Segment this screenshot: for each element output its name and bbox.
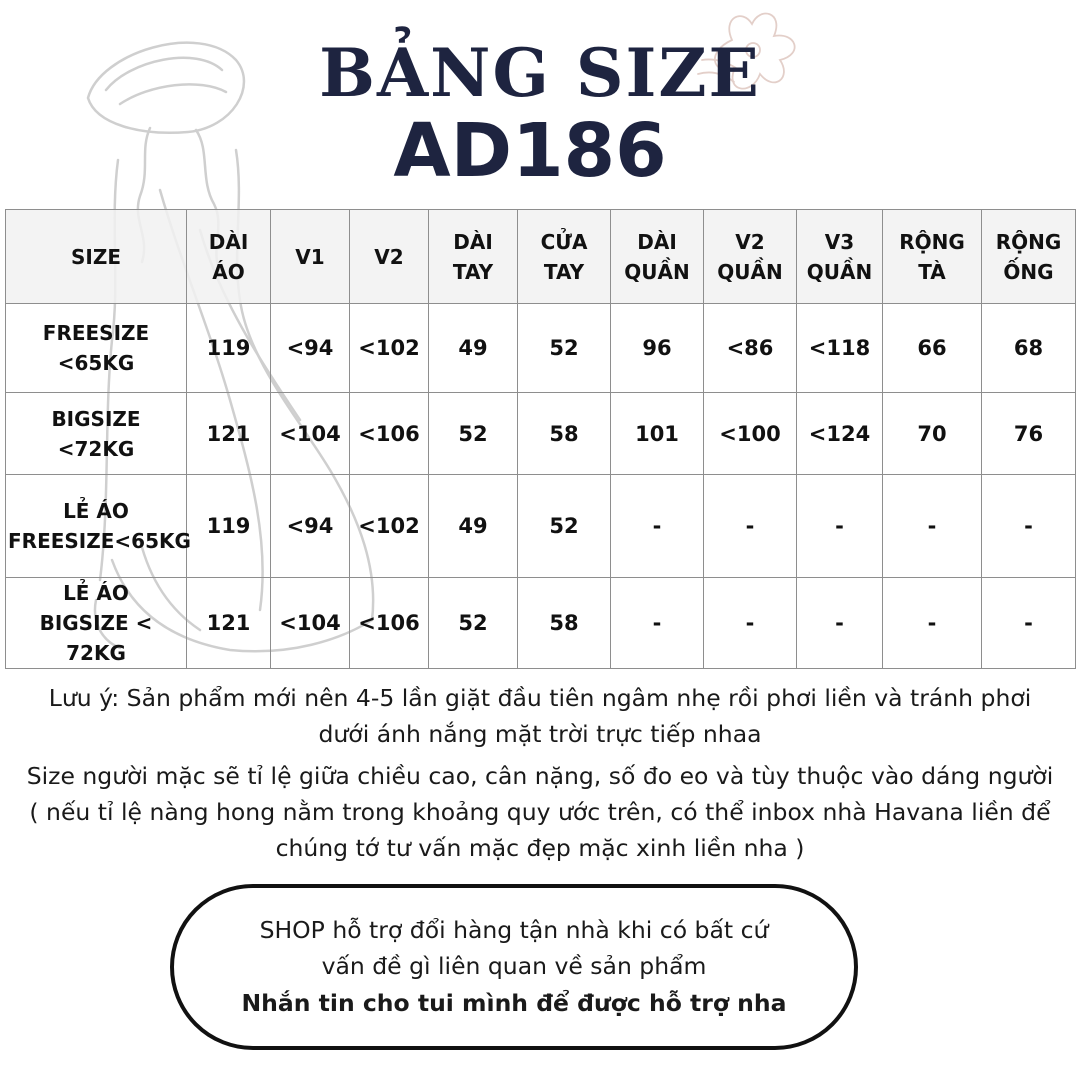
table-cell: <94 [271,304,350,393]
table-cell: 49 [429,304,518,393]
table-cell: 66 [883,304,982,393]
table-cell: 101 [611,393,704,475]
table-cell: - [611,475,704,578]
table-cell: 96 [611,304,704,393]
row-label: LẺ ÁO FREESIZE<65KG [6,475,187,578]
table-cell: 58 [518,393,611,475]
table-cell: - [611,578,704,669]
table-cell: <100 [704,393,797,475]
table-cell: <118 [797,304,883,393]
support-cta: Nhắn tin cho tui mình để được hỗ trợ nha [241,989,787,1017]
row-label: BIGSIZE <72KG [6,393,187,475]
table-cell: - [704,475,797,578]
size-advice-note: Size người mặc sẽ tỉ lệ giữa chiều cao, cân nặng, số đo eo và tùy thuộc vào dáng người ( nếu tỉ lệ nàng hong nằm trong khoảng quy ước trên, có thể inbox nhà Havana liền để chúng tớ tư vấn mặc đẹp mặc xinh liền nha ) [26,762,1054,862]
table-cell: <102 [350,304,429,393]
table-cell: - [883,578,982,669]
table-cell: 119 [187,304,271,393]
column-header: SIZE [6,210,187,304]
table-cell: <104 [271,578,350,669]
table-cell: 121 [187,393,271,475]
support-line: SHOP hỗ trợ đổi hàng tận nhà khi có bất cứ [259,916,769,944]
row-label: FREESIZE <65KG [6,304,187,393]
table-cell: 52 [518,475,611,578]
table-cell: 119 [187,475,271,578]
table-cell: - [982,578,1076,669]
column-header: V1 [271,210,350,304]
washing-note: Lưu ý: Sản phẩm mới nên 4-5 lần giặt đầu tiên ngâm nhẹ rồi phơi liền và tránh phơi dưới ánh nắng mặt trời trực tiếp nhaa [48,684,1032,748]
column-header: CỬA TAY [518,210,611,304]
column-header: DÀI TAY [429,210,518,304]
page-title: BẢNG SIZE [319,34,761,112]
table-row [6,393,1076,475]
table-row [6,578,1076,669]
table-cell: <102 [350,475,429,578]
table-cell: - [982,475,1076,578]
support-box [170,884,858,1050]
support-line: vấn đề gì liên quan về sản phẩm [321,952,707,980]
size-table [5,209,1076,669]
table-cell: 68 [982,304,1076,393]
column-header: V2 [350,210,429,304]
column-header: DÀI QUẦN [611,210,704,304]
table-header-row [6,210,1076,304]
table-cell: 76 [982,393,1076,475]
table-cell: <86 [704,304,797,393]
column-header: DÀI ÁO [187,210,271,304]
table-cell: 52 [429,393,518,475]
column-header: RỘNG TÀ [883,210,982,304]
table-cell: 52 [518,304,611,393]
table-cell: <104 [271,393,350,475]
table-cell: 52 [429,578,518,669]
table-row [6,475,1076,578]
table-cell: - [883,475,982,578]
table-cell: - [797,578,883,669]
table-cell: - [704,578,797,669]
column-header: V3 QUẦN [797,210,883,304]
table-cell: <106 [350,578,429,669]
table-cell: <94 [271,475,350,578]
column-header: V2 QUẦN [704,210,797,304]
row-label: LẺ ÁO BIGSIZE < 72KG [6,578,187,669]
table-cell: <106 [350,393,429,475]
table-cell: 70 [883,393,982,475]
column-header: RỘNG ỐNG [982,210,1076,304]
table-row [6,304,1076,393]
table-cell: <124 [797,393,883,475]
table-cell: - [797,475,883,578]
table-cell: 49 [429,475,518,578]
table-cell: 58 [518,578,611,669]
product-code: AD186 [393,108,667,194]
table-cell: 121 [187,578,271,669]
care-notes [20,680,1060,872]
